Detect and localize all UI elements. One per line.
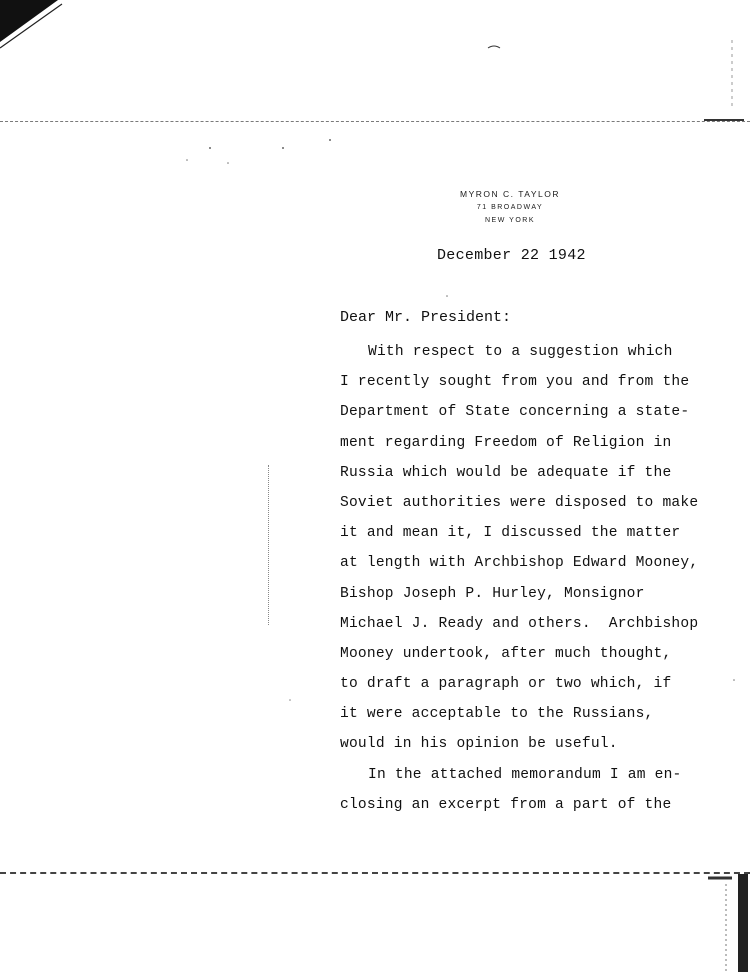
body-line: ment regarding Freedom of Religion in (340, 434, 672, 451)
letterhead-street: 71 BROADWAY (476, 204, 544, 211)
body-line: Michael J. Ready and others. Archbishop (340, 615, 699, 632)
body-line: Russia which would be adequate if the (340, 464, 672, 481)
body-line: Mooney undertook, after much thought, (340, 645, 672, 662)
body-line: it and mean it, I discussed the matter (340, 525, 681, 542)
body-line: Bishop Joseph P. Hurley, Monsignor (340, 585, 645, 602)
body-line: it were acceptable to the Russians, (340, 706, 654, 723)
body-line: Department of State concerning a state- (340, 404, 690, 421)
body-line: In the attached memorandum I am en- (368, 766, 682, 783)
body-line: Soviet authorities were disposed to make (340, 494, 699, 511)
body-line: closing an excerpt from a part of the (340, 796, 672, 813)
letterhead-city: NEW YORK (485, 217, 535, 224)
body-line: With respect to a suggestion which (368, 344, 673, 360)
body-line: to draft a paragraph or two which, if (340, 676, 672, 693)
body-line: would in his opinion be useful. (340, 736, 618, 753)
letterhead (430, 188, 590, 227)
letter-date: December 22 1942 (437, 247, 586, 264)
body-line: at length with Archbishop Edward Mooney, (340, 555, 699, 572)
body-line: I recently sought from you and from the (340, 374, 690, 391)
salutation: Dear Mr. President: (340, 309, 512, 326)
letter-body (340, 337, 740, 820)
letterhead-name: MYRON C. TAYLOR (460, 189, 560, 199)
